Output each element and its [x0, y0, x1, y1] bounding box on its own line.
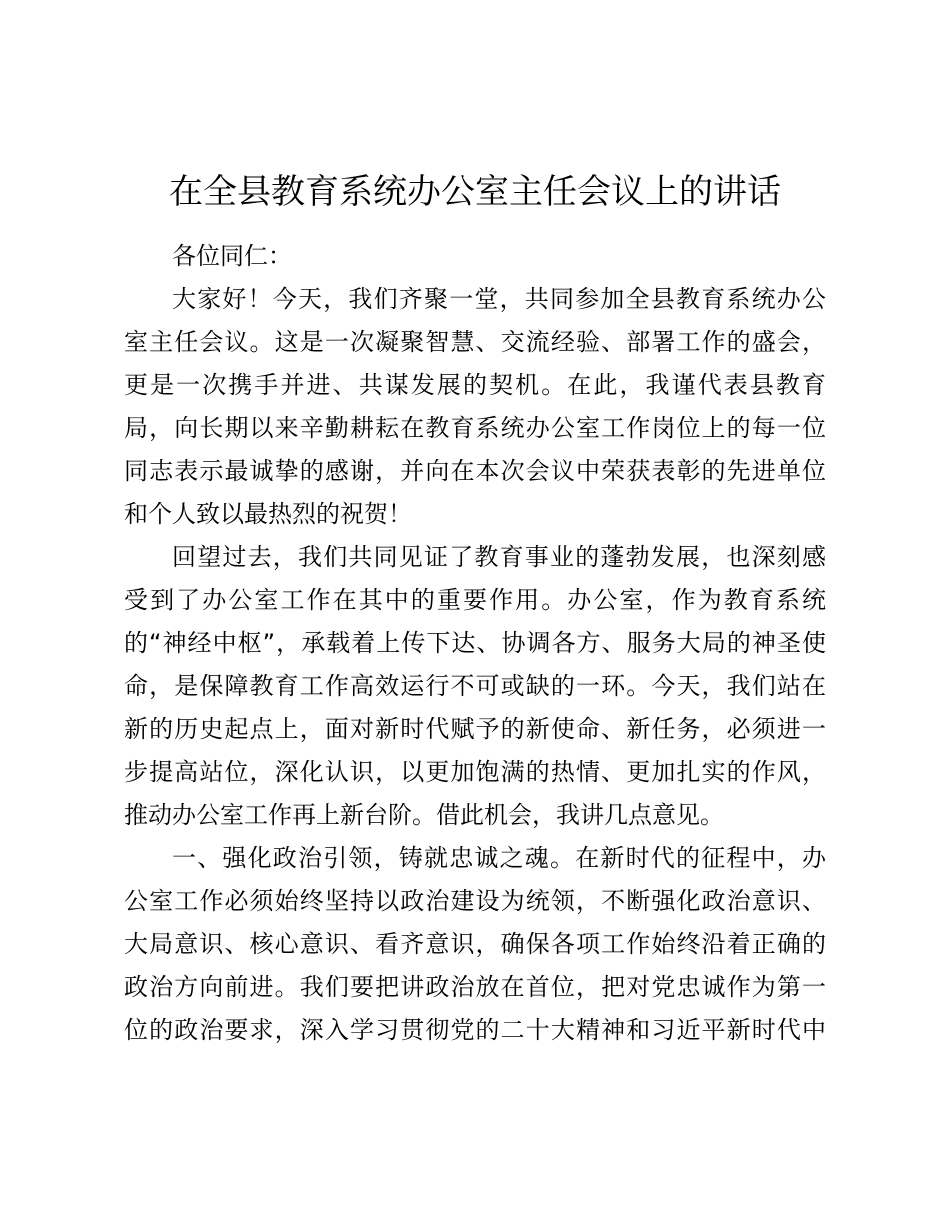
paragraph-line: 局，向长期以来辛勤耕耘在教育系统办公室工作岗位上的每一位 [124, 414, 826, 442]
paragraph-line: 步提高站位，深化认识，以更加饱满的热情、更加扎实的作风， [124, 758, 826, 786]
paragraph-line: 受到了办公室工作在其中的重要作用。办公室，作为教育系统 [124, 586, 826, 614]
paragraph-line: 命，是保障教育工作高效运行不可或缺的一环。今天，我们站在 [124, 672, 826, 700]
paragraph-line: 的“神经中枢”，承载着上传下达、协调各方、服务大局的神圣使 [124, 629, 826, 657]
paragraph-line: 位的政治要求，深入学习贯彻党的二十大精神和习近平新时代中 [124, 1016, 826, 1044]
paragraph-line: 一、强化政治引领，铸就忠诚之魂。在新时代的征程中，办 [172, 844, 826, 872]
paragraph-line: 室主任会议。这是一次凝聚智慧、交流经验、部署工作的盛会， [124, 328, 826, 356]
paragraph-line: 大家好！今天，我们齐聚一堂，共同参加全县教育系统办公 [172, 285, 826, 313]
paragraph-line: 同志表示最诚挚的感谢，并向在本次会议中荣获表彰的先进单位 [124, 457, 826, 485]
paragraph-line: 推动办公室工作再上新台阶。借此机会，我讲几点意见。 [124, 801, 724, 829]
paragraph-line: 和个人致以最热烈的祝贺！ [124, 500, 412, 528]
paragraph-line: 更是一次携手并进、共谋发展的契机。在此，我谨代表县教育 [124, 371, 826, 399]
salutation: 各位同仁： [172, 242, 292, 270]
paragraph-line: 新的历史起点上，面对新时代赋予的新使命、新任务，必须进一 [124, 715, 826, 743]
paragraph-line: 公室工作必须始终坚持以政治建设为统领，不断强化政治意识、 [124, 887, 826, 915]
paragraph-line: 回望过去，我们共同见证了教育事业的蓬勃发展，也深刻感 [172, 543, 826, 571]
paragraph-line: 政治方向前进。我们要把讲政治放在首位，把对党忠诚作为第一 [124, 973, 826, 1001]
paragraph-line: 大局意识、核心意识、看齐意识，确保各项工作始终沿着正确的 [124, 930, 826, 958]
document-title: 在全县教育系统办公室主任会议上的讲话 [169, 172, 781, 212]
